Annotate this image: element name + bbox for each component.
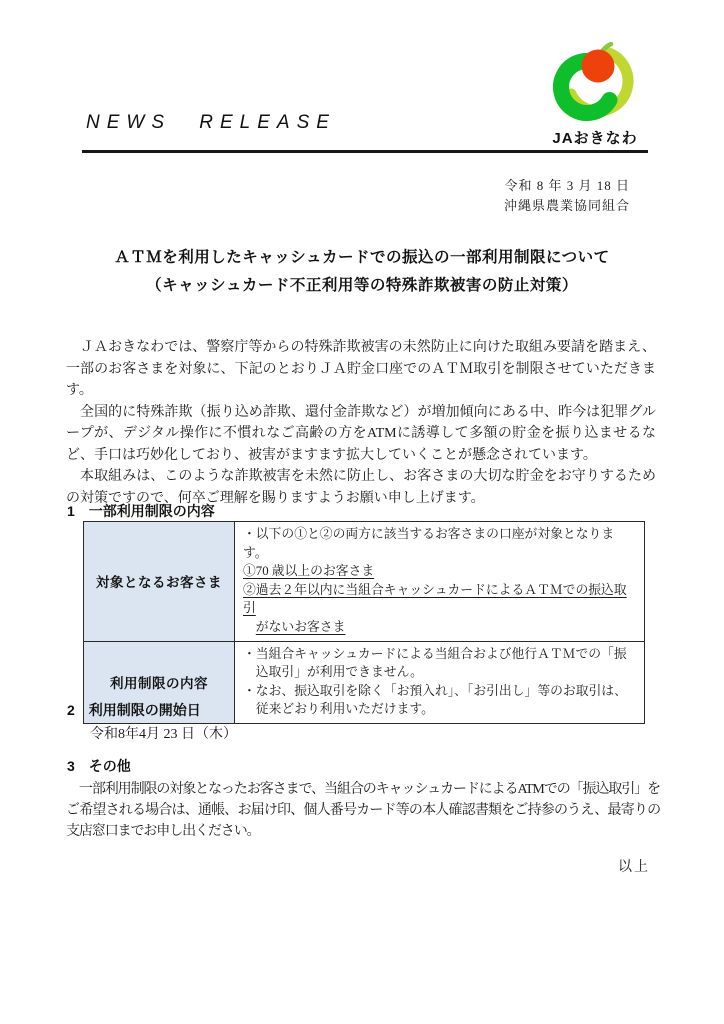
document-date: 令和 8 年 3 月 18 日 bbox=[504, 178, 630, 193]
row-content-target-customers bbox=[235, 522, 645, 642]
ja-okinawa-logo-icon bbox=[540, 42, 650, 124]
row-content-restriction-details bbox=[235, 641, 645, 723]
table-text-line: ・以下の①と②の両方に該当するお客さまの口座が対象となります。 bbox=[243, 527, 615, 560]
intro-paragraph-3: 本取組みは、このような詐欺被害を未然に防止し、お客さまの大切な貯金をお守りするための対策ですので、何卒ご理解を賜りますようお願い申し上げます。 bbox=[66, 469, 656, 506]
ja-okinawa-logo-block bbox=[536, 42, 654, 148]
section2-heading: 2 利用制限の開始日 bbox=[67, 702, 201, 718]
intro-paragraph-1: ＪＡおきなわでは、警察庁等からの特殊詐欺被害の未然防止に向けた取組み要請を踏まえ、一部のお客さまを対象に、下記のとおりＪＡ貯金口座でのＡＴＭ取引を制限させていただきます。 bbox=[66, 340, 656, 398]
table-bullet-item: ・当組合キャッシュカードによる当組合および他行ＡＴＭでの「振込取引」が利用できません。 bbox=[243, 646, 627, 680]
row-label-target-customers: 対象となるお客さま bbox=[84, 522, 235, 642]
section3-paragraph: 一部利用制限の対象となったお客さまで、当組合のキャッシュカードによるATMでの「振込取引」をご希望される場合は、通帳、お届け印、個人番号カード等の本人確認書類をご持参のうえ、最寄りの支店窓口までお申し出ください。 bbox=[66, 782, 660, 839]
row-label-restriction-details: 利用制限の内容 bbox=[84, 641, 235, 723]
section1-heading: 1 一部利用制限の内容 bbox=[67, 503, 215, 519]
logo-fruit bbox=[582, 50, 615, 83]
section3-heading: 3 その他 bbox=[67, 758, 131, 774]
intro-paragraph-2: 全国的に特殊詐欺（振り込め詐欺、還付金詐欺など）が増加傾向にある中、昨今は犯罪グループが、デジタル操作に不慣れなご高齢の方をATMに誘導して多額の貯金を振り込ませるなど、手口は巧妙化しており、被害がますます拡大していくことが懸念されています。 bbox=[66, 404, 656, 463]
restriction-table bbox=[83, 521, 645, 724]
header-divider bbox=[82, 150, 648, 153]
logo-text: JAおきなわ bbox=[552, 130, 638, 147]
table-bullet-item: ・なお、振込取引を除く「お預入れ」、「お引出し」等のお取引は、従来どおり利用いただけます。 bbox=[243, 683, 627, 717]
table-text-line-underlined: がないお客さま bbox=[255, 619, 346, 634]
title-line-1: ＡＴＭを利用したキャッシュカードでの振込の一部利用制限について bbox=[114, 249, 610, 266]
title-line-2: （キャッシュカード不正利用等の特殊詐欺被害の防止対策） bbox=[146, 277, 578, 294]
document-meta bbox=[504, 176, 630, 216]
table-row-target-customers bbox=[84, 522, 645, 642]
closing-ijou: 以上 bbox=[618, 860, 650, 875]
intro-paragraphs bbox=[66, 337, 656, 509]
table-text-line-underlined: ②過去２年以内に当組合キャッシュカードによるＡＴＭでの振込取引 bbox=[243, 582, 627, 616]
table-text-line-underlined: ①70 歳以上のお客さま bbox=[243, 564, 375, 579]
organization-name: 沖縄県農業協同組合 bbox=[503, 198, 630, 213]
document-title bbox=[0, 244, 724, 300]
restriction-start-date: 令和8年4月 23 日（木） bbox=[90, 727, 237, 742]
news-release-heading: NEWS RELEASE bbox=[86, 112, 336, 133]
